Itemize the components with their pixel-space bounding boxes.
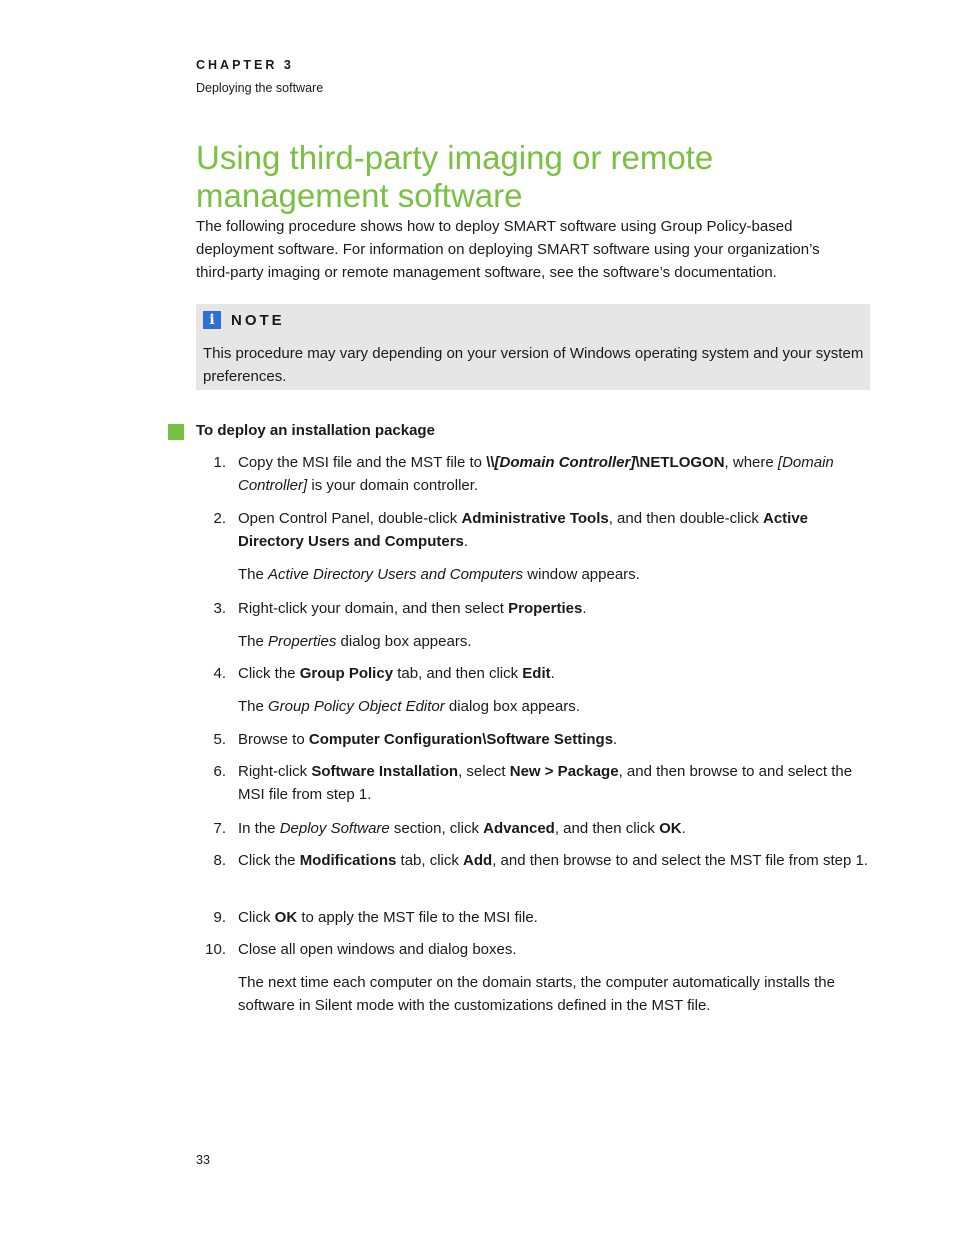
step-text (238, 597, 868, 620)
step-number: 9. (213, 909, 226, 926)
step-text-run: , and then browse to and select the MST file from step 1. (492, 852, 868, 869)
step-text (238, 451, 868, 497)
step-text-run: to apply the MST file to the MSI file. (297, 909, 538, 926)
procedure-step (196, 728, 868, 751)
step-text-run: is your domain controller. (307, 477, 479, 494)
step-text (238, 507, 868, 553)
step-text-run: tab, and then click (393, 665, 523, 682)
step-text-run: Deploy Software (279, 820, 390, 837)
bold-italic-run: [Domain Controller] (494, 454, 636, 471)
step-text-run: Right-click your domain, and then select (238, 600, 509, 617)
step-number: 5. (213, 731, 226, 748)
step-text-run: In the (238, 820, 280, 837)
step-text-run: Group Policy (299, 665, 394, 682)
step-text-run: Software Installation (311, 763, 459, 780)
procedure-step (196, 938, 868, 1017)
step-text (238, 938, 868, 961)
intro-paragraph: The following procedure shows how to deploy SMART software using Group Policy-based deployment software. For information on deploying SMART software using your organization’s third-party imaging or remote management software, see the software’s documentation. (196, 218, 820, 281)
step-number: 1. (213, 454, 226, 471)
step-text-run: dialog box appears. (444, 698, 580, 715)
step-text (238, 906, 868, 929)
step-number: 7. (213, 820, 226, 837)
step-text-run: Copy the MSI file and the MST file to (238, 454, 487, 471)
step-text-run: [Domain Controller] (238, 454, 834, 494)
step-number: 3. (213, 600, 226, 617)
note-text: This procedure may vary depending on your version of Windows operating system and your system preferences. (203, 345, 864, 385)
step-text-run: \NETLOGON (635, 454, 725, 471)
step-text-run: , where (724, 454, 778, 471)
step-result (238, 971, 868, 1017)
step-number: 6. (213, 763, 226, 780)
step-text-run: Group Policy Object Editor (268, 698, 445, 715)
note-heading: NOTE (231, 312, 285, 329)
procedure-marker-icon (168, 424, 184, 440)
procedure-step (196, 849, 868, 872)
step-text-run: \\ (486, 454, 495, 471)
page-title: Using third-party imaging or remote management software (196, 139, 714, 214)
step-text-run: OK (274, 909, 298, 926)
step-number: 10. (205, 941, 226, 958)
step-text-run: section, click (389, 820, 484, 837)
page-number: 33 (196, 1153, 210, 1167)
procedure-step (196, 817, 868, 840)
step-text-run: dialog box appears. (336, 633, 472, 650)
step-text-run: Close all open windows and dialog boxes. (238, 941, 517, 958)
step-result (238, 630, 868, 653)
step-text-run: Computer Configuration\Software Settings (308, 731, 614, 748)
procedure-step (196, 451, 868, 497)
step-text (238, 728, 868, 751)
step-text-run: Right-click (238, 763, 312, 780)
procedure-heading: To deploy an installation package (196, 422, 435, 439)
step-text-run: . (550, 665, 555, 682)
step-text-run: , select (458, 763, 510, 780)
step-text-run: window appears. (523, 566, 640, 583)
step-result (238, 563, 868, 586)
step-text-run: Open Control Panel, double-click (238, 510, 462, 527)
step-result (238, 695, 868, 718)
info-icon: i (203, 311, 221, 329)
step-text-run: . (613, 731, 618, 748)
step-text (238, 849, 868, 872)
step-number: 2. (213, 510, 226, 527)
step-text-run: OK (659, 820, 682, 837)
step-text-run: . (582, 600, 587, 617)
step-text-run: Click (238, 909, 275, 926)
step-text (238, 817, 868, 840)
step-text-run: Click the (238, 665, 300, 682)
procedure-step (196, 662, 868, 718)
step-text-run: . (463, 533, 469, 550)
step-text-run: Browse to (238, 731, 309, 748)
procedure-step (196, 906, 868, 929)
step-number: 4. (213, 665, 226, 682)
step-text-run: The (238, 633, 269, 650)
step-text-run: Modifications (299, 852, 397, 869)
step-text-run: The (238, 566, 269, 583)
procedure-step (196, 597, 868, 653)
step-text-run: Properties (268, 633, 337, 650)
step-text-run: , and then click (554, 820, 660, 837)
step-text-run: Administrative Tools (461, 510, 609, 527)
step-text-run: The (238, 698, 269, 715)
step-text-run: Properties (508, 600, 583, 617)
step-text-run: , and then browse to and select the MSI file from step 1. (238, 763, 853, 803)
step-text-run: Edit (522, 665, 551, 682)
step-text-run: New > Package (509, 763, 619, 780)
step-text-run: , and then double-click (608, 510, 763, 527)
note-box (196, 304, 870, 390)
step-text (238, 662, 868, 685)
step-text-run: Active Directory Users and Computers (238, 510, 809, 550)
chapter-title: Deploying the software (196, 81, 324, 95)
procedure-step (196, 507, 868, 586)
procedure-step (196, 760, 868, 806)
step-text-run: Click the (238, 852, 300, 869)
step-text-run (495, 454, 636, 471)
step-text-run: tab, click (396, 852, 464, 869)
step-number: 8. (213, 852, 226, 869)
step-text-run: Add (463, 852, 493, 869)
step-text-run: Advanced (483, 820, 555, 837)
step-text-run: The next time each computer on the domain starts, the computer automatically installs the software in Silent mode with the customizations defined in the MST file. (238, 974, 835, 1014)
step-text-run: Active Directory Users and Computers (268, 566, 524, 583)
chapter-label: CHAPTER 3 (196, 58, 294, 72)
step-text-run: . (681, 820, 686, 837)
step-text (238, 760, 868, 806)
